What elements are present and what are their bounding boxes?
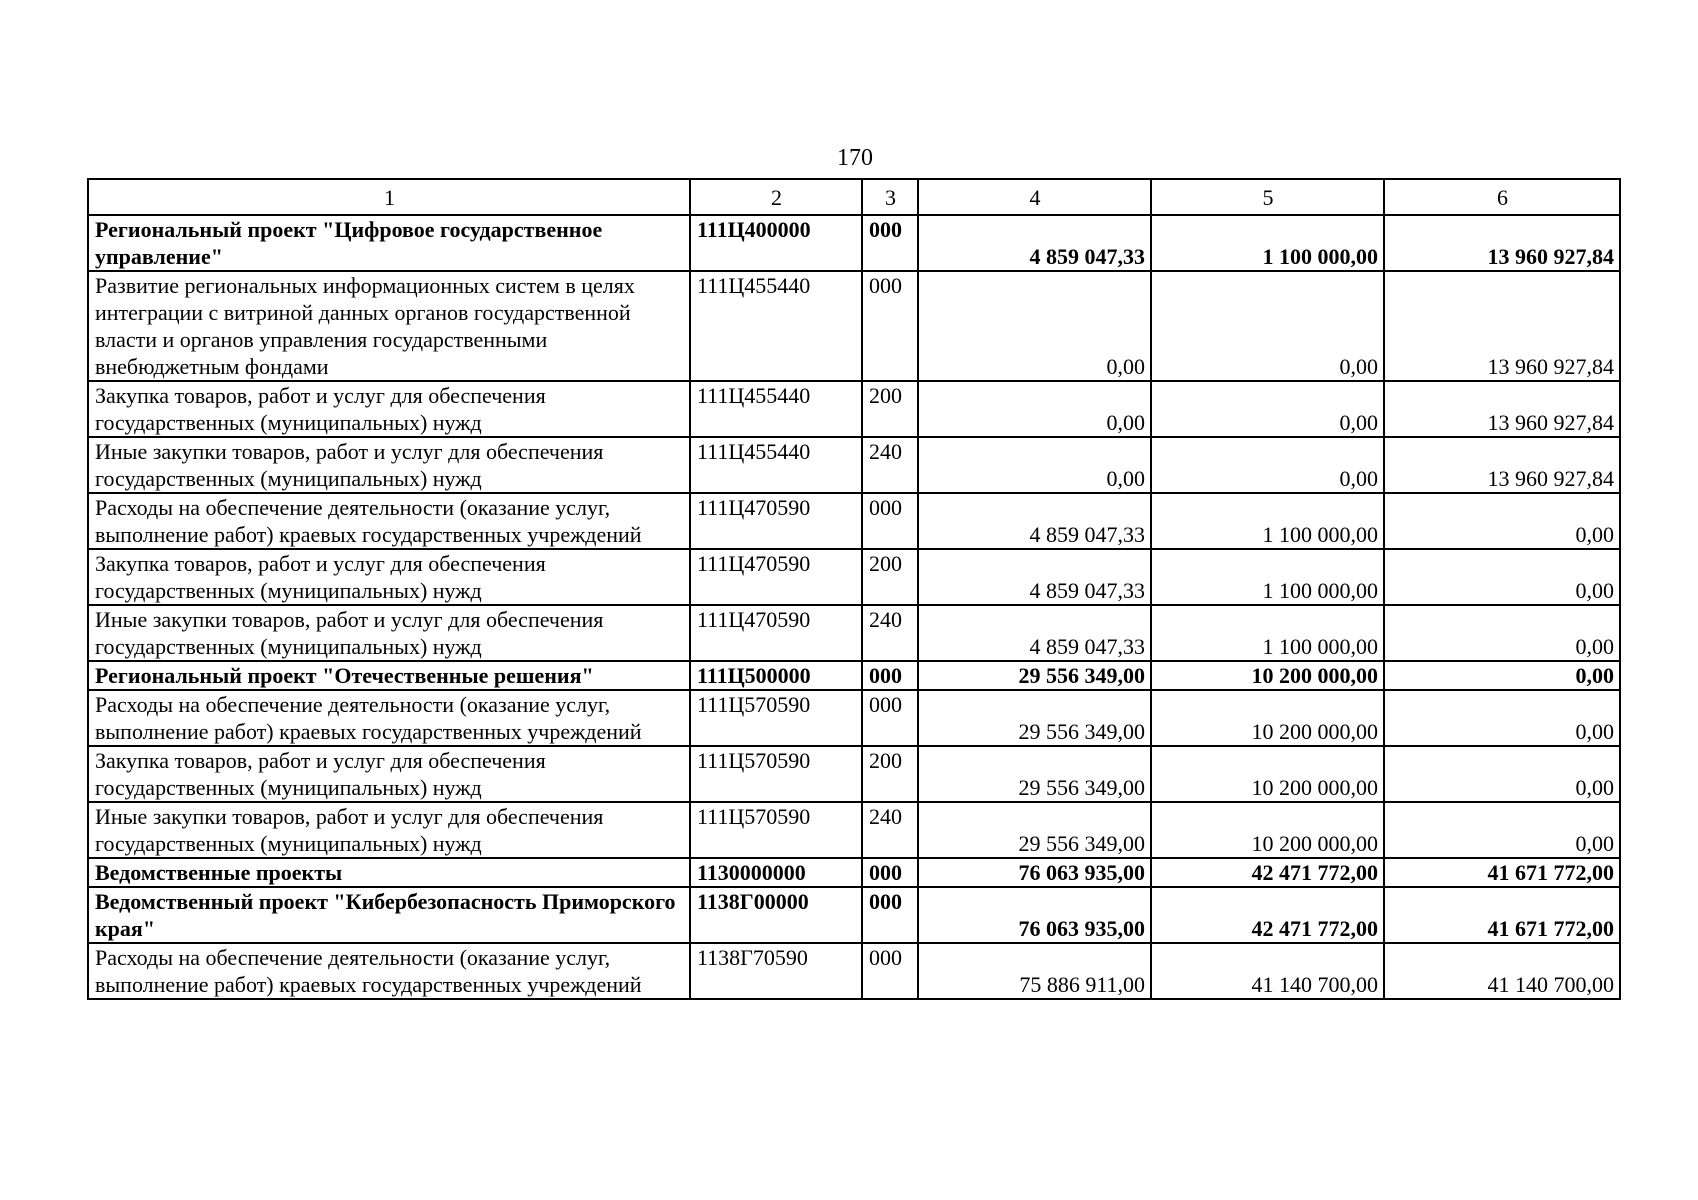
row-value-4-cell: 29 556 349,00 [918,661,1151,690]
table-header-row [88,179,1620,215]
row-type-cell: 000 [862,887,918,943]
table-row [88,215,1620,271]
row-type-cell: 200 [862,381,918,437]
row-code-cell: 111Ц470590 [690,493,862,549]
row-value-5-cell: 10 200 000,00 [1151,690,1384,746]
row-value-5-cell: 1 100 000,00 [1151,493,1384,549]
row-value-5-cell: 10 200 000,00 [1151,661,1384,690]
row-value-5-cell: 10 200 000,00 [1151,746,1384,802]
row-value-4-cell: 76 063 935,00 [918,858,1151,887]
row-value-5-cell: 0,00 [1151,437,1384,493]
row-type-cell: 000 [862,690,918,746]
row-name-cell: Региональный проект "Отечественные решения" [88,661,690,690]
row-type-cell: 200 [862,746,918,802]
row-value-5-cell: 1 100 000,00 [1151,605,1384,661]
row-value-4-cell: 76 063 935,00 [918,887,1151,943]
table-row [88,943,1620,999]
row-name-cell: Иные закупки товаров, работ и услуг для обеспечения государственных (муниципальных) нужд [88,437,690,493]
row-value-6-cell: 0,00 [1384,549,1620,605]
row-value-6-cell: 0,00 [1384,493,1620,549]
row-type-cell: 000 [862,271,918,381]
row-value-5-cell: 1 100 000,00 [1151,549,1384,605]
row-value-4-cell: 75 886 911,00 [918,943,1151,999]
row-value-4-cell: 29 556 349,00 [918,746,1151,802]
row-value-5-cell: 10 200 000,00 [1151,802,1384,858]
row-value-4-cell: 4 859 047,33 [918,493,1151,549]
table-row [88,605,1620,661]
budget-table [87,178,1621,1000]
row-value-6-cell: 0,00 [1384,746,1620,802]
row-code-cell: 111Ц570590 [690,746,862,802]
row-type-cell: 240 [862,605,918,661]
table-row [88,802,1620,858]
row-code-cell: 111Ц400000 [690,215,862,271]
row-value-6-cell: 41 140 700,00 [1384,943,1620,999]
row-value-6-cell: 41 671 772,00 [1384,887,1620,943]
header-cell-1: 1 [88,179,690,215]
row-value-6-cell: 0,00 [1384,690,1620,746]
row-value-4-cell: 29 556 349,00 [918,802,1151,858]
row-type-cell: 000 [862,943,918,999]
row-code-cell: 111Ц470590 [690,549,862,605]
row-code-cell: 111Ц455440 [690,437,862,493]
table-row [88,437,1620,493]
row-code-cell: 111Ц455440 [690,381,862,437]
row-name-cell: Ведомственные проекты [88,858,690,887]
row-name-cell: Закупка товаров, работ и услуг для обеспечения государственных (муниципальных) нужд [88,746,690,802]
row-value-5-cell: 1 100 000,00 [1151,215,1384,271]
row-value-5-cell: 42 471 772,00 [1151,858,1384,887]
page-number: 170 [837,145,873,171]
row-name-cell: Расходы на обеспечение деятельности (оказание услуг, выполнение работ) краевых государственных учреждений [88,493,690,549]
row-value-5-cell: 0,00 [1151,271,1384,381]
row-type-cell: 240 [862,802,918,858]
row-name-cell: Закупка товаров, работ и услуг для обеспечения государственных (муниципальных) нужд [88,381,690,437]
row-type-cell: 200 [862,549,918,605]
row-name-cell: Региональный проект "Цифровое государственное управление" [88,215,690,271]
row-value-5-cell: 42 471 772,00 [1151,887,1384,943]
row-value-4-cell: 29 556 349,00 [918,690,1151,746]
row-type-cell: 000 [862,661,918,690]
table-row [88,858,1620,887]
budget-table-body [88,179,1620,999]
row-value-4-cell: 4 859 047,33 [918,549,1151,605]
row-type-cell: 000 [862,215,918,271]
table-row [88,271,1620,381]
row-value-4-cell: 4 859 047,33 [918,215,1151,271]
row-code-cell: 111Ц500000 [690,661,862,690]
row-value-6-cell: 0,00 [1384,661,1620,690]
table-row [88,381,1620,437]
row-value-4-cell: 0,00 [918,381,1151,437]
row-code-cell: 111Ц455440 [690,271,862,381]
row-code-cell: 1138Г00000 [690,887,862,943]
header-cell-3: 3 [862,179,918,215]
row-value-6-cell: 0,00 [1384,605,1620,661]
row-name-cell: Расходы на обеспечение деятельности (оказание услуг, выполнение работ) краевых государственных учреждений [88,690,690,746]
row-value-6-cell: 13 960 927,84 [1384,381,1620,437]
row-name-cell: Расходы на обеспечение деятельности (оказание услуг, выполнение работ) краевых государственных учреждений [88,943,690,999]
row-name-cell: Закупка товаров, работ и услуг для обеспечения государственных (муниципальных) нужд [88,549,690,605]
row-name-cell: Ведомственный проект "Кибербезопасность Приморского края" [88,887,690,943]
table-row [88,661,1620,690]
row-value-6-cell: 13 960 927,84 [1384,437,1620,493]
row-type-cell: 000 [862,493,918,549]
row-value-5-cell: 0,00 [1151,381,1384,437]
row-code-cell: 111Ц570590 [690,690,862,746]
row-type-cell: 000 [862,858,918,887]
row-value-6-cell: 13 960 927,84 [1384,271,1620,381]
row-code-cell: 111Ц470590 [690,605,862,661]
header-cell-5: 5 [1151,179,1384,215]
header-cell-6: 6 [1384,179,1620,215]
table-row [88,887,1620,943]
table-row [88,493,1620,549]
table-row [88,690,1620,746]
row-value-6-cell: 13 960 927,84 [1384,215,1620,271]
header-cell-4: 4 [918,179,1151,215]
row-value-5-cell: 41 140 700,00 [1151,943,1384,999]
table-row [88,549,1620,605]
row-name-cell: Развитие региональных информационных систем в целях интеграции с витриной данных органов государственной власти и органов управления государственными внебюджетным фондами [88,271,690,381]
row-type-cell: 240 [862,437,918,493]
row-value-4-cell: 4 859 047,33 [918,605,1151,661]
row-name-cell: Иные закупки товаров, работ и услуг для обеспечения государственных (муниципальных) нужд [88,605,690,661]
row-value-4-cell: 0,00 [918,437,1151,493]
header-cell-2: 2 [690,179,862,215]
row-code-cell: 1130000000 [690,858,862,887]
row-value-4-cell: 0,00 [918,271,1151,381]
row-value-6-cell: 0,00 [1384,802,1620,858]
row-code-cell: 1138Г70590 [690,943,862,999]
row-name-cell: Иные закупки товаров, работ и услуг для обеспечения государственных (муниципальных) нужд [88,802,690,858]
row-code-cell: 111Ц570590 [690,802,862,858]
table-row [88,746,1620,802]
row-value-6-cell: 41 671 772,00 [1384,858,1620,887]
